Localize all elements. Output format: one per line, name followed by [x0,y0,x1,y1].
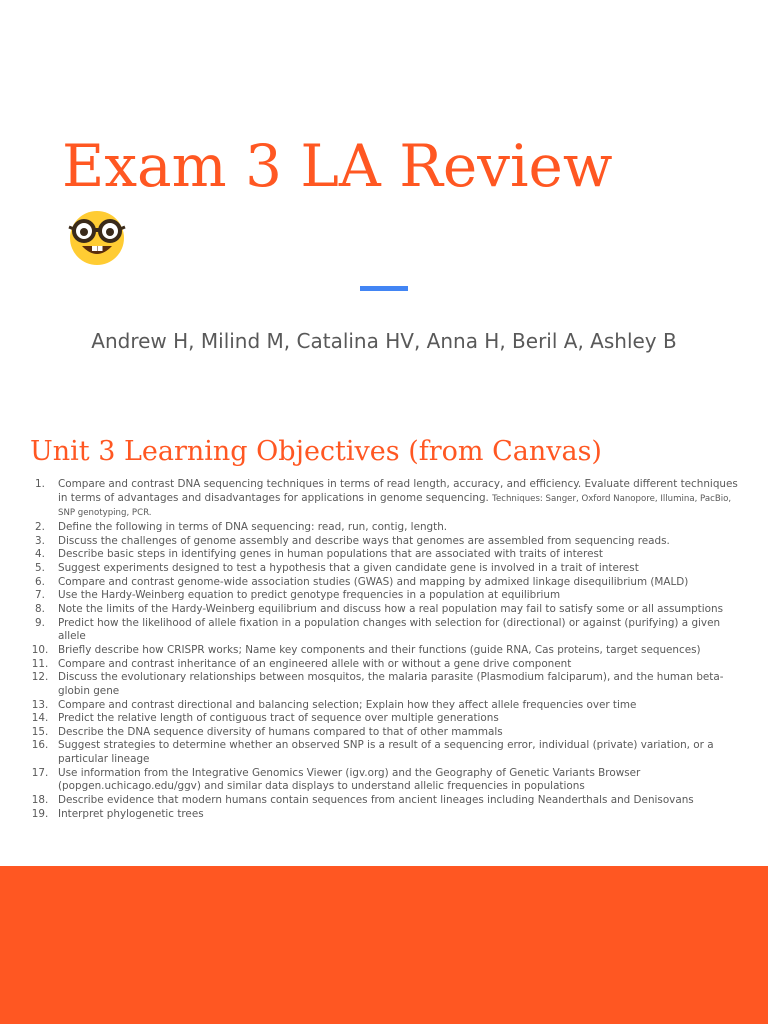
page-title: Exam 3 LA Review [62,132,613,200]
list-item [22,726,748,740]
list-item-number: 11. [31,657,49,670]
list-item-text [58,767,748,794]
objective-text: Describe the DNA sequence diversity of humans compared to that of other mammals [58,725,503,738]
list-item-text [58,699,748,713]
list-item-text [58,589,748,603]
list-item-text [58,671,748,698]
section-title: Unit 3 Learning Objectives (from Canvas) [30,436,602,467]
objective-text: Interpret phylogenetic trees [58,807,204,820]
list-item [22,739,748,766]
list-item-text [58,644,748,658]
objective-text: Predict how the likelihood of allele fixation in a population changes with selection for (directional) or against (purifying) a given allele [58,616,721,643]
objective-text: Compare and contrast directional and balancing selection; Explain how they affect allele frequencies over time [58,698,637,711]
objective-text: Compare and contrast DNA sequencing techniques in terms of read length, accuracy, and efficiency. Evaluate different techniques in terms of advantages and disadvantages for applications in genome sequencing. [58,478,738,504]
objective-text: Discuss the challenges of genome assembly and describe ways that genomes are assembled from sequencing reads. [58,534,670,547]
list-item [22,767,748,794]
list-item-number: 9. [35,616,45,629]
list-item [22,603,748,617]
objective-text: Note the limits of the Hardy-Weinberg equilibrium and discuss how a real population may fail to satisfy some or all assumptions [58,602,723,615]
list-item [22,589,748,603]
list-item-text [58,726,748,740]
list-item [22,535,748,549]
footer-band [0,866,768,1024]
objective-text: Describe evidence that modern humans contain sequences from ancient lineages including Neanderthals and Denisovans [58,794,694,807]
list-item-text [58,712,748,726]
list-item-text [58,478,748,521]
list-item-number: 3. [35,534,45,547]
list-item-number: 2. [35,520,45,533]
objective-text: Discuss the evolutionary relationships between mosquitos, the malaria parasite (Plasmodium falciparum), and the human beta-globin gene [58,671,724,697]
list-item-number: 12. [31,671,49,684]
list-item [22,699,748,713]
list-item [22,478,748,521]
objectives-list [22,478,748,821]
list-item [22,808,748,822]
list-item-text [58,739,748,766]
list-item-text [58,521,748,535]
list-item [22,548,748,562]
list-item-number: 14. [31,712,49,725]
list-item-number: 18. [31,794,49,807]
list-item-text [58,535,748,549]
list-item-text [58,603,748,617]
list-item-text [58,808,748,822]
list-item [22,671,748,698]
objective-note: Techniques: Sanger, Oxford Nanopore, Illumina, PacBio, SNP genotyping, PCR. [58,493,732,519]
objective-text: Suggest experiments designed to test a hypothesis that a given candidate gene is involved in a trait of interest [58,561,639,574]
list-item-text [58,794,748,808]
list-item [22,712,748,726]
authors-line: Andrew H, Milind M, Catalina HV, Anna H, Beril A, Ashley B [91,329,677,353]
objective-text: Describe basic steps in identifying genes in human populations that are associated with traits of interest [58,548,603,561]
list-item-text [58,658,748,672]
list-item [22,521,748,535]
objective-text: Compare and contrast inheritance of an engineered allele with or without a gene drive component [58,657,572,670]
list-item [22,794,748,808]
nerd-face-icon [62,208,132,268]
list-item-number: 7. [35,589,45,602]
list-item [22,562,748,576]
list-item [22,617,748,644]
list-item-number: 4. [35,548,45,561]
list-item-number: 10. [31,643,49,656]
list-item-text [58,562,748,576]
list-item-number: 17. [31,766,49,779]
list-item-number: 19. [31,807,49,820]
list-item [22,576,748,590]
list-item-number: 8. [35,602,45,615]
objective-text: Compare and contrast genome-wide association studies (GWAS) and mapping by admixed linkage disequilibrium (MALD) [58,575,689,588]
list-item-number: 1. [35,478,45,490]
objective-text: Use information from the Integrative Genomics Viewer (igv.org) and the Geography of Genetic Variants Browser (popgen.uchicago.edu/ggv) and similar data displays to understand allelic frequencies in populations [58,766,641,793]
objective-text: Use the Hardy-Weinberg equation to predict genotype frequencies in a population at equilibrium [58,589,561,602]
list-item-text [58,617,748,644]
objective-text: Suggest strategies to determine whether an observed SNP is a result of a sequencing error, individual (private) variation, or a particular lineage [58,739,714,766]
title-divider [360,286,408,291]
list-item [22,644,748,658]
list-item-number: 16. [31,739,49,752]
list-item-number: 15. [31,725,49,738]
list-item [22,658,748,672]
list-item-number: 6. [35,575,45,588]
list-item-number: 5. [35,561,45,574]
list-item-text [58,576,748,590]
list-item-number: 13. [31,698,49,711]
objective-text: Briefly describe how CRISPR works; Name key components and their functions (guide RNA, Cas proteins, target sequences) [58,643,701,656]
list-item-text [58,548,748,562]
objective-text: Predict the relative length of contiguous tract of sequence over multiple generations [58,712,499,725]
objective-text: Define the following in terms of DNA sequencing: read, run, contig, length. [58,520,448,533]
